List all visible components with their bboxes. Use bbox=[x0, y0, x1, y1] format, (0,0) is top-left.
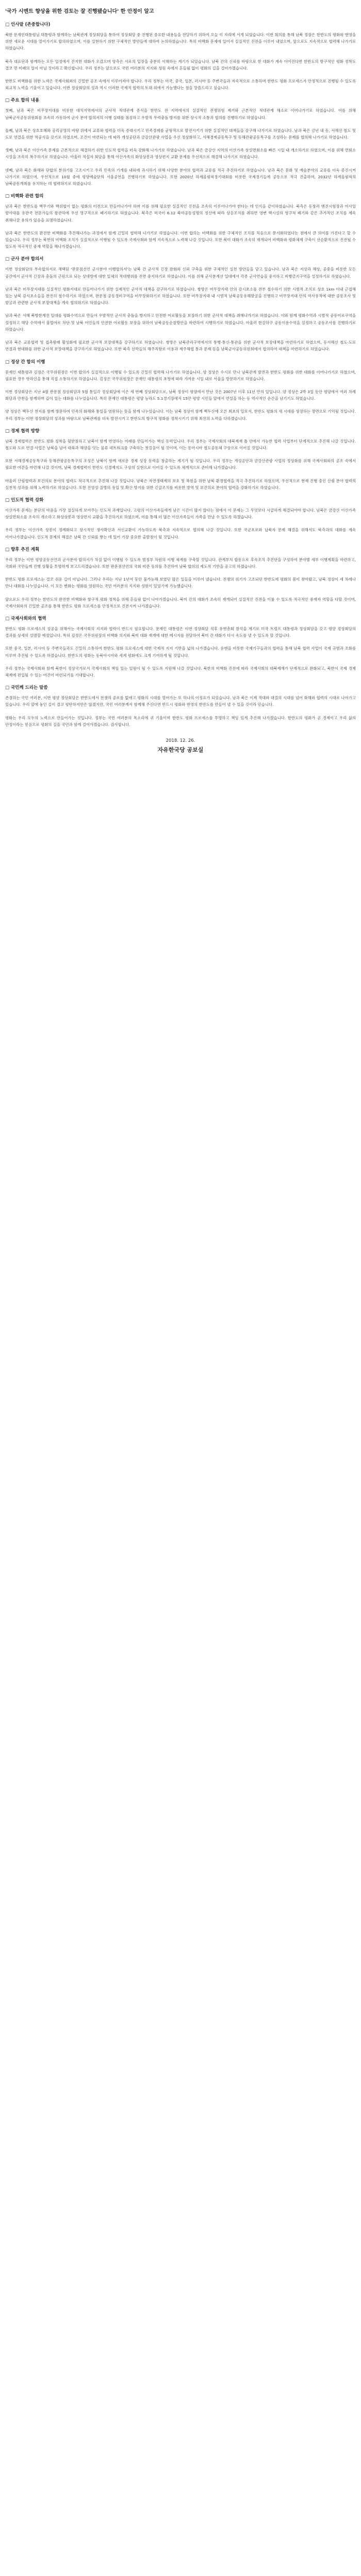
section-heading: □ 인사말 (존중합니다) bbox=[5, 22, 51, 27]
document-page bbox=[0, 0, 361, 755]
body-paragraph: 양 정상은 백두산 천지를 함께 방문하여 민족의 화해와 통일을 염원하는 뜻을 함께 나누었습니다. 이는 남북 정상이 함께 백두산에 오른 최초의 일로서, 한반도 평화의 새 시대를 상징하는 장면으로 기억될 것입니다. 우리 정부는 이번 정상회담의 성과를 바탕으로 남북관계를 더욱 발전시키고 한반도의 항구적 평화를 정착시키기 위해 최선의 노력을 다하겠습니다. bbox=[5, 409, 356, 421]
document-section bbox=[5, 97, 356, 187]
document-section bbox=[5, 616, 356, 679]
body-paragraph: 한반도 평화 프로세스의 성공을 위해서는 국제사회의 지지와 협력이 반드시 필요합니다. 문재인 대통령은 이번 정상회담 직후 유엔총회 참석을 계기로 미국 트럼프 대통령과 정상회담을 갖고 평양 정상회담의 결과를 상세히 설명할 예정입니다. 특히 김정은 국무위원장의 비핵화 의지와 북미 대화 재개에 대한 메시지를 전달하여 북미 간 대화가 다시 속도를 낼 수 있도록 할 것입니다. bbox=[5, 626, 356, 638]
body-paragraph: 둘째, 남과 북은 상호호혜와 공리공영의 바탕 위에서 교류와 협력을 더욱 증대시키고 민족경제를 균형적으로 발전시키기 위한 실질적인 대책들을 강구해 나가기로 하였습니다. 남과 북은 금년 내 동, 서해선 철도 및 도로 연결을 위한 착공식을 갖기로 하였으며, 조건이 마련되는 데 따라 개성공단과 금강산관광 사업을 우선 정상화하고, 서해경제공동특구 및 동해관광공동특구를 조성하는 문제를 협의해 나가기로 하였습니다. bbox=[5, 128, 356, 140]
section-heading: □ 주요 합의 내용 bbox=[5, 98, 40, 104]
document-body bbox=[5, 22, 356, 728]
body-paragraph: 이번 정상회담은 지난 4월 판문점 정상회담과 5월 통일각 정상회담에 이은 세 번째 정상회담으로, 남북 정상이 평양에서 만난 것은 2007년 이후 11년 만의 일입니다. 양 정상은 2박 3일 동안 평양에서 여러 차례 회담과 만찬을 함께하며 깊이 있는 대화를 나누었습니다. 특히 문재인 대통령은 평양 능라도 5.1경기장에서 15만 평양 시민들 앞에서 연설을 하는 등 역사적인 순간을 남기기도 하였습니다. bbox=[5, 389, 356, 401]
document-section bbox=[5, 359, 356, 422]
document-section bbox=[5, 428, 356, 491]
document-section bbox=[5, 256, 356, 352]
section-heading: □ 비핵화 관련 합의 bbox=[5, 194, 44, 199]
document-section bbox=[5, 547, 356, 609]
body-paragraph: 우리 정부는 이산가족 상봉이 정례화되고 상시적인 생사확인과 서신교환이 가능하도록 북측과 지속적으로 협의해 나갈 것입니다. 또한 국군포로와 납북자 문제 해결을 위해서도 북측과의 대화를 계속 이어나가겠습니다. 인도적 문제의 해결은 남북 간 신뢰를 쌓는 데 있어 가장 중요한 출발점이 될 것입니다. bbox=[5, 528, 356, 539]
body-paragraph: 아울러 산림협력과 보건의료 분야의 협력도 적극적으로 추진해 나갈 것입니다. 남북은 자연생태계의 보호 및 복원을 위한 남북 환경협력을 적극 추진하기로 하였으며, 우선적으로 현재 진행 중인 산림 분야 협력의 실천적 성과를 위해 노력하기로 하였습니다. 또한 전염성 질병의 유입 및 확산 방지를 위한 긴급조치를 비롯한 방역 및 보건의료 분야의 협력을 강화하기로 하였습니다. bbox=[5, 478, 356, 490]
body-paragraph: 첫째, 남과 북은 비무장지대를 비롯한 대치지역에서의 군사적 적대관계 종식을 한반도 전 지역에서의 실질적인 전쟁위험 제거와 근본적인 적대관계 해소로 이어나가기로 하였습니다. 이를 위해 남북군사공동위원회를 조속히 가동하여 군사 분야 합의서의 이행 실태를 점검하고 우발적 무력충돌 방지를 위한 상시적 소통과 협의를 진행하기로 하였습니다. bbox=[5, 108, 356, 120]
document-section bbox=[5, 22, 356, 91]
footer-organization: 자유한국당 공보실 bbox=[157, 747, 204, 753]
body-paragraph: 남과 북은 서해 북방한계선 일대를 평화수역으로 만들어 우발적인 군사적 충돌을 방지하고 안전한 어로활동을 보장하기 위한 군사적 대책을 취해나가기로 하였습니다. 이와 함께 평화수역과 시범적 공동어로구역을 설정하고 해당 수역에서 불법어로 차단 및 남북 어민들의 안전한 어로활동 보장을 위하여 남북공동순찰방안을 마련하여 시행하기로 하였습니다. 아울러 한강하구 공동이용수역을 설정하고 공동조사를 진행하기로 하였습니다. bbox=[5, 313, 356, 332]
body-paragraph: 또한 중국, 일본, 러시아 등 주변국들과도 긴밀히 소통하여 한반도 평화 프로세스에 대한 국제적 지지 기반을 넓혀 나가겠습니다. 유엔을 비롯한 국제기구들과의 협력을 통해 남북 협력 사업이 국제 규범과 조화를 이루며 추진될 수 있도록 하겠습니다. 한반도의 평화는 동북아시아와 세계 평화에도 크게 기여하게 될 것입니다. bbox=[5, 646, 356, 658]
body-paragraph: 평화는 우리 모두의 노력으로 만들어가는 것입니다. 정부는 국민 여러분의 목소리에 귀 기울이며 한반도 평화 프로세스를 투명하고 책임 있게 추진해 나가겠습니다. 한반도의 평화가 곧 경제이고 우리 삶의 안정이라는 믿음으로 평화의 길을 국민과 함께 걸어가겠습니다. 감사합니다. bbox=[5, 715, 356, 727]
body-paragraph: 남과 북은 한반도를 핵무기와 핵위협이 없는 평화의 터전으로 만들어나가야 하며 이를 위해 필요한 실질적인 진전을 조속히 이루어나가야 한다는 데 인식을 같이하였습니다. 북측은 동창리 엔진시험장과 미사일 발사대를 유관국 전문가들의 참관하에 우선 영구적으로 폐기하기로 하였습니다. 북측은 미국이 6.12 북미공동성명의 정신에 따라 상응조치를 취하면 영변 핵시설의 영구적 폐기와 같은 추가적인 조치를 계속 취해나갈 용의가 있음을 표명하였습니다. bbox=[5, 204, 356, 223]
document-section bbox=[5, 497, 356, 540]
body-paragraph: 남과 북은 비무장지대를 실질적인 평화지대로 만들어나가기 위한 실제적인 군사적 대책을 강구하기로 하였습니다. 쌍방은 비무장지대 안의 감시초소를 전부 철수하기 위한 시범적 조치로 상호 1km 이내 근접해 있는 남북 감시초소들을 완전히 철수하기로 하였으며, 판문점 공동경비구역을 비무장화하기로 하였습니다. 또한 비무장지대 내 시범적 남북공동유해발굴을 진행하고 비무장지대 안의 역사유적에 대한 공동조사 및 발굴과 관련한 군사적 보장대책을 계속 협의하기로 하였습니다. bbox=[5, 286, 356, 306]
section-heading: □ 군사 분야 합의서 bbox=[5, 257, 44, 262]
footer-date: 2018. 12. 26. bbox=[166, 738, 195, 743]
document-footer bbox=[5, 737, 356, 755]
body-paragraph: 남과 북은 한반도의 완전한 비핵화를 추진해나가는 과정에서 함께 긴밀히 협력해 나가기로 하였습니다. 이번 합의는 비핵화를 위한 구체적인 조치를 처음으로 문서화하였다는 점에서 큰 의미를 가진다고 할 수 있습니다. 우리 정부는 북한의 비핵화 조치가 실질적으로 이행될 수 있도록 국제사회와 함께 지속적으로 노력해 나갈 것입니다. 또한 북미 대화가 조속히 재개되어 비핵화와 평화체제 구축이 선순환적으로 진전될 수 있도록 적극적인 중재 역할을 해나가겠습니다. bbox=[5, 230, 356, 249]
section-heading: □ 인도적 협력 강화 bbox=[5, 497, 44, 503]
body-paragraph: 한반도 비핵화를 위한 노력은 국제사회와의 긴밀한 공조 속에서 이루어져야 합니다. 우리 정부는 미국, 중국, 일본, 러시아 등 주변국들과 지속적으로 소통하며 한반도 평화 프로세스가 안정적으로 진행될 수 있도록 외교적 노력을 기울이고 있습니다. 이번 정상회담의 성과 역시 이러한 국제적 협력의 토대 위에서 가능했다는 점을 말씀드리고 싶습니다. bbox=[5, 79, 356, 91]
body-paragraph: 북한 문재인대통령님 대통령과 함께하는 남북관계 정상회담을 통하여 정상회담 중 진행된 중요한 내용들을 전달하기 위하여 오늘 이 자리에 서게 되었습니다. 이번 회의를 통해 남북 정상은 한반도의 평화와 번영을 위한 새로운 시대를 열어가기로 합의하였으며, 이를 실현하기 위한 구체적인 방안들에 대하여 논의하였습니다. 특히 비핵화 문제에 있어서 실질적인 진전을 이루어 내었으며, 앞으로도 지속적으로 협력해 나가기로 하였습니다. bbox=[5, 32, 356, 51]
body-paragraph: 이산가족 문제는 분단의 아픔을 가장 절실하게 보여주는 인도적 과제입니다. 고령의 이산가족들에게 남은 시간이 많지 않다는 점에서 이 문제는 그 무엇보다 시급하게 해결되어야 합니다. 남북은 금강산 이산가족 상설면회소를 조속히 개소하고 화상상봉과 영상편지 교환을 추진하기로 하였으며, 이를 통해 더 많은 이산가족들이 가족을 만날 수 있도록 하겠습니다. bbox=[5, 507, 356, 520]
body-paragraph: 앞으로도 우리 정부는 한반도의 완전한 비핵화와 항구적 평화 정착을 위해 흔들림 없이 나아가겠습니다. 북미 간의 대화가 조속히 재개되어 실질적인 진전을 이룰 수 있도록 적극적인 중재자 역할을 다할 것이며, 국제사회와의 긴밀한 공조를 통해 한반도 평화 프로세스를 안정적으로 진전시켜 나가겠습니다. bbox=[5, 597, 356, 608]
body-paragraph: 북측 대표단과 함께하는 모든 일정에서 진지한 대화가 오갔으며 양측은 서로의 입장을 충분히 이해하는 계기가 되었습니다. 남북 간의 신뢰를 바탕으로 한 대화가 계속 이어진다면 한반도의 항구적인 평화 정착도 결코 먼 미래의 일이 아닐 것이라고 확신합니다. 우리 정부는 앞으로도 국민 여러분의 지지와 성원 속에서 흔들림 없이 평화의 길을 걸어가겠습니다. bbox=[5, 59, 356, 71]
section-heading: □ 국제사회와의 협력 bbox=[5, 616, 46, 621]
section-heading: □ 경제 협력 방향 bbox=[5, 428, 40, 434]
body-paragraph: 또한 서해경제공동특구와 동해관광공동특구의 조성은 남북이 함께 새로운 경제 성장 동력을 창출하는 계기가 될 것입니다. 우리 정부는 개성공단과 금강산관광 사업의 정상화를 위해 국제사회와의 공조 속에서 필요한 여건을 마련해 나갈 것이며, 남북 경제협력이 한반도 신경제지도 구상의 실현으로 이어질 수 있도록 체계적으로 준비해 나가겠습니다. bbox=[5, 459, 356, 470]
body-paragraph: 우리 정부는 국제사회와 함께 북한이 정상국가로서 국제사회의 책임 있는 일원이 될 수 있도록 지원해 나갈 것입니다. 북한의 비핵화 진전에 따라 국제사회의 대북제재가 단계적으로 완화되고, 북한이 국제 경제 체제에 편입될 수 있는 여건이 마련되기를 기대합니다. bbox=[5, 666, 356, 677]
body-paragraph: 존경하는 국민 여러분, 이번 평양 정상회담은 한반도에서 전쟁의 공포를 없애고 평화의 시대를 열어가는 또 하나의 이정표가 되었습니다. 남과 북은 이제 적대와 대결의 시대를 넘어 화해와 협력의 시대로 나아가고 있습니다. 우리 앞에 놓인 길이 결코 평탄하지만은 않겠지만, 국민 여러분께서 함께해 주신다면 반드시 평화와 번영의 한반도를 만들어 낼 수 있을 것이라 믿습니다. bbox=[5, 696, 356, 707]
document-section bbox=[5, 193, 356, 250]
body-paragraph: 한반도 평화 프로세스는 결코 쉬운 길이 아닙니다. 그러나 우리는 지난 1년여 동안 불가능해 보였던 많은 일들을 이루어 냈습니다. 전쟁의 위기가 고조되던 한반도에 평화의 봄이 찾아왔고, 남북 정상이 세 차례나 만나 대화를 나누었습니다. 이 모든 변화는 평화를 염원하는 국민 여러분의 지지와 성원이 있었기에 가능했습니다. bbox=[5, 577, 356, 589]
body-paragraph: 남북 경제협력은 한반도 평화 정착을 뒷받침하고 남북이 함께 번영하는 미래를 만들어가는 핵심 동력입니다. 우리 정부는 국제사회의 대북제재 틀 안에서 가능한 협력 사업부터 단계적으로 추진해 나갈 것입니다. 철도와 도로 연결 사업은 남북을 넘어 대륙과 해양을 잇는 물류 네트워크를 구축하는 첫걸음이 될 것이며, 이는 동아시아 철도공동체 구상으로 이어질 것입니다. bbox=[5, 438, 356, 450]
section-heading: □ 향후 추진 계획 bbox=[5, 547, 40, 552]
document-title: '국가 시멘트 향상을 위한 검토는 잘 진행됐습니다' 한 안정이 알고 bbox=[5, 9, 154, 14]
section-heading: □ 국민께 드리는 말씀 bbox=[5, 685, 48, 691]
body-paragraph: 남과 북은 교류협력 및 접촉왕래 활성화에 필요한 군사적 보장대책을 강구하기로 하였습니다. 쌍방은 남북관리구역에서의 통행·통신·통관을 위한 군사적 보장대책을 마련하기로 하였으며, 동서해선 철도·도로 연결과 현대화를 위한 군사적 보장대책을 강구하기로 하였습니다. 또한 북측 선박들의 해주직항로 이용과 제주해협 통과 문제 등을 남북군사공동위원회에서 협의하여 대책을 마련하기로 하였습니다. bbox=[5, 340, 356, 352]
body-paragraph: 셋째, 남과 북은 이산가족 문제를 근본적으로 해결하기 위한 인도적 협력을 더욱 강화해 나가기로 하였습니다. 남과 북은 금강산 지역의 이산가족 상설면회소를 빠른 시일 내 개소하기로 하였으며, 이를 위해 면회소 시설을 조속히 복구하기로 하였습니다. 아울러 적십자 회담을 통해 이산가족의 화상상봉과 영상편지 교환 문제를 우선적으로 해결해 나가기로 하였습니다. bbox=[5, 148, 356, 160]
section-heading: □ 정상 간 합의 이행 bbox=[5, 359, 45, 365]
body-paragraph: 이번 정상회담의 부속합의서로 채택된 '판문점선언 군사분야 이행합의서'는 남북 간 군사적 긴장 완화와 신뢰 구축을 위한 구체적인 실천 방안들을 담고 있습니다. 남과 북은 지상과 해상, 공중을 비롯한 모든 공간에서 군사적 긴장과 충돌의 근원으로 되는 상대방에 대한 일체의 적대행위를 전면 중지하기로 하였습니다. 이를 위해 군사분계선 일대에서 각종 군사연습을 중지하고 비행금지구역을 설정하기로 하였습니다. bbox=[5, 267, 356, 279]
body-paragraph: 문재인 대통령과 김정은 국무위원장은 이번 합의가 실질적으로 이행될 수 있도록 긴밀히 협력해 나가기로 하였습니다. 양 정상은 수시로 만나 남북관계 발전과 한반도 평화를 위한 대화를 이어나가기로 하였으며, 필요한 경우 핫라인을 통해 직접 소통하기로 하였습니다. 김정은 국무위원장은 문재인 대통령의 초청에 따라 가까운 시일 내로 서울을 방문하기로 하였습니다. bbox=[5, 369, 356, 381]
body-paragraph: 우리 정부는 이번 평양공동선언과 군사분야 합의서가 차질 없이 이행될 수 있도록 범정부 차원의 이행 체계를 구축할 것입니다. 관계부처 합동으로 후속조치 추진단을 구성하여 분야별 세부 이행계획을 마련하고, 국회와 국민들께 진행 상황을 투명하게 보고드리겠습니다. 또한 판문점선언의 국회 비준 동의를 추진하여 남북 합의의 제도적 기반을 공고히 하겠습니다. bbox=[5, 557, 356, 569]
document-section bbox=[5, 685, 356, 728]
body-paragraph: 넷째, 남과 북은 화해와 단합의 분위기를 고조시키고 우리 민족의 기개를 내외에 과시하기 위해 다양한 분야의 협력과 교류를 적극 추진하기로 하였습니다. 남과 북은 문화 및 예술분야의 교류를 더욱 증진시켜 나가기로 하였으며, 우선적으로 10월 중에 평양예술단의 서울공연을 진행하기로 하였습니다. 또한 2020년 하계올림픽경기대회를 비롯한 국제경기들에 공동으로 적극 진출하며, 2032년 하계올림픽의 남북공동개최를 유치하는 데 협력하기로 하였습니다. bbox=[5, 167, 356, 187]
